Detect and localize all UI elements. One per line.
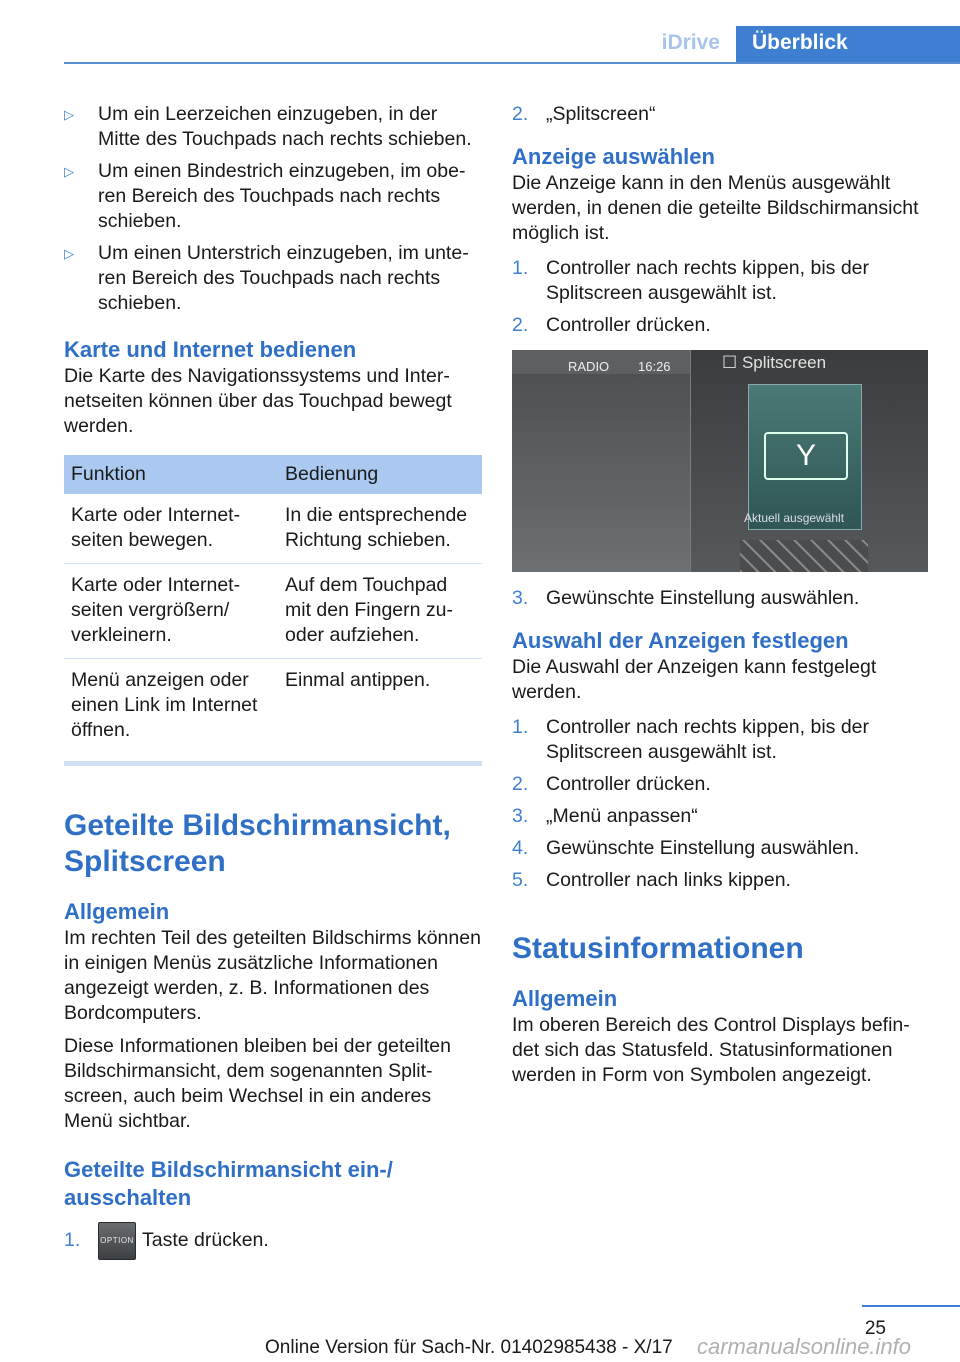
list-item: 5. Controller nach links kippen. bbox=[512, 869, 791, 891]
list-item: 1. Controller nach rechts kippen, bis der Splitscreen ausgewählt ist. bbox=[512, 257, 869, 304]
heading-karte: Karte und Internet bedienen bbox=[64, 337, 357, 362]
list-item: 2. „Splitscreen“ bbox=[512, 103, 656, 125]
paragraph-allgemein-1: Im rechten Teil des geteilten Bildschirms können in einigen Menüs zusätzliche Informationen angezeigt werden, z. B. Informationen des Bordcomputers. bbox=[64, 927, 481, 1024]
table-header-row bbox=[64, 455, 482, 494]
screen-left-pane bbox=[512, 350, 691, 572]
function-table bbox=[64, 455, 482, 766]
step-list bbox=[64, 1222, 482, 1260]
option-button-icon: OPTION bbox=[98, 1222, 136, 1260]
screen-time: 16:26 bbox=[638, 359, 671, 374]
table-cell: Karte oder Internetseiten bewegen. bbox=[64, 494, 278, 564]
list-item: 3. „Menü anpassen“ bbox=[512, 805, 698, 827]
table-row bbox=[64, 494, 482, 564]
paragraph-karte: Die Karte des Navigationssystems und Internetseiten können über das Touchpad bewegt werden. bbox=[64, 365, 452, 437]
paragraph-auswahl: Die Auswahl der Anzeigen kann festgelegt werden. bbox=[512, 656, 877, 703]
triangle-bullet-icon: ▷ bbox=[64, 107, 74, 122]
paragraph-allgemein-2: Diese Informationen bleiben bei der geteilten Bildschirmansicht, dem sogenannten Splitscreen, auch beim Wechsel in ein anderes Menü sichtbar. bbox=[64, 1035, 452, 1132]
table-cell: Auf dem Touchpad mit den Fingern zu- oder aufziehen. bbox=[278, 564, 482, 659]
step-number: 4. bbox=[512, 837, 529, 859]
table-header: Funktion bbox=[64, 455, 278, 494]
step-number: 1. bbox=[512, 257, 529, 279]
step-number: 2. bbox=[512, 314, 529, 336]
paragraph-anzeige: Die Anzeige kann in den Menüs ausgewählt werden, in denen die geteilte Bildschirmansicht möglich ist. bbox=[512, 172, 919, 244]
step-number: 3. bbox=[512, 805, 529, 827]
step-number: 1. bbox=[512, 716, 529, 738]
list-item: 1. Controller nach rechts kippen, bis der Splitscreen ausgewählt ist. bbox=[512, 716, 869, 763]
triangle-bullet-icon: ▷ bbox=[64, 246, 74, 261]
step-number: 2. bbox=[512, 773, 529, 795]
list-item: 4. Gewünschte Einstellung auswählen. bbox=[512, 837, 860, 859]
step-number: 5. bbox=[512, 869, 529, 891]
heading-auswahl: Auswahl der Anzeigen festlegen bbox=[512, 628, 849, 653]
tab-idrive[interactable]: iDrive bbox=[661, 31, 720, 54]
table-row bbox=[64, 659, 482, 764]
right-column bbox=[512, 102, 930, 1088]
heading-status: Statusinformationen bbox=[512, 932, 804, 965]
paragraph-status: Im oberen Bereich des Control Displays befindet sich das Statusfeld. Statusinformationen werden in Form von Symbolen angezeigt. bbox=[512, 1014, 910, 1086]
table-cell: In die entsprechende Richtung schieben. bbox=[278, 494, 482, 564]
step-text: Taste drücken. bbox=[142, 1229, 269, 1252]
online-version: Online Version für Sach-Nr. 01402985438 - X/17 bbox=[265, 1337, 673, 1358]
bullet-list bbox=[64, 102, 482, 316]
header-tabs bbox=[64, 26, 960, 64]
step-number: 1. bbox=[64, 1229, 81, 1251]
heading-geteilt: Geteilte Bildschirmansicht, Splitscreen bbox=[64, 809, 451, 878]
step-number: 2. bbox=[512, 103, 529, 125]
page-number: 25 bbox=[864, 1318, 886, 1339]
list-item: ▷ Um einen Unterstrich einzugeben, im unteren Bereich des Touchpads nach rechts schieben. bbox=[64, 242, 469, 314]
table-row bbox=[64, 564, 482, 659]
list-item bbox=[64, 1222, 482, 1260]
screen-splitscreen-option: ☐ Splitscreen bbox=[722, 353, 827, 372]
step-list bbox=[512, 256, 930, 338]
step-list bbox=[512, 102, 930, 127]
heading-allgemein-2: Allgemein bbox=[512, 986, 618, 1011]
list-item: 2. Controller drücken. bbox=[512, 773, 711, 795]
table-cell: Menü anzeigen oder einen Link im Internet öffnen. bbox=[64, 659, 278, 764]
table-header: Bedienung bbox=[278, 455, 482, 494]
triangle-bullet-icon: ▷ bbox=[64, 164, 74, 179]
screen-current-label: Aktuell ausgewählt bbox=[744, 511, 845, 525]
road-junction-icon: Y bbox=[764, 432, 848, 480]
list-item: ▷ Um ein Leerzeichen einzugeben, in der Mitte des Touchpads nach rechts schieben. bbox=[64, 103, 472, 150]
heading-allgemein: Allgemein bbox=[64, 899, 170, 924]
watermark: carmanualsonline.info bbox=[697, 1334, 912, 1359]
step-list bbox=[512, 715, 930, 893]
left-column bbox=[64, 102, 482, 1267]
heading-anzeige: Anzeige auswählen bbox=[512, 144, 715, 169]
screen-pattern bbox=[740, 540, 868, 572]
table-cell: Einmal antippen. bbox=[278, 659, 482, 764]
list-item: 3. Gewünschte Einstellung auswählen. bbox=[512, 587, 860, 609]
screen-radio-label: RADIO bbox=[568, 359, 610, 374]
table-cell: Karte oder Internetseiten vergrößern/ verkleinern. bbox=[64, 564, 278, 659]
step-list bbox=[512, 586, 930, 611]
footer-rule bbox=[862, 1305, 960, 1307]
list-item: 2. Controller drücken. bbox=[512, 314, 711, 336]
control-display-screenshot bbox=[512, 350, 928, 572]
tab-ueberblick[interactable]: Überblick bbox=[736, 26, 960, 62]
heading-ein-aus: Geteilte Bildschirmansicht ein-/ ausschalten bbox=[64, 1157, 393, 1210]
list-item: ▷ Um einen Bindestrich einzugeben, im oberen Bereich des Touchpads nach rechts schieben. bbox=[64, 160, 466, 232]
step-number: 3. bbox=[512, 587, 529, 609]
